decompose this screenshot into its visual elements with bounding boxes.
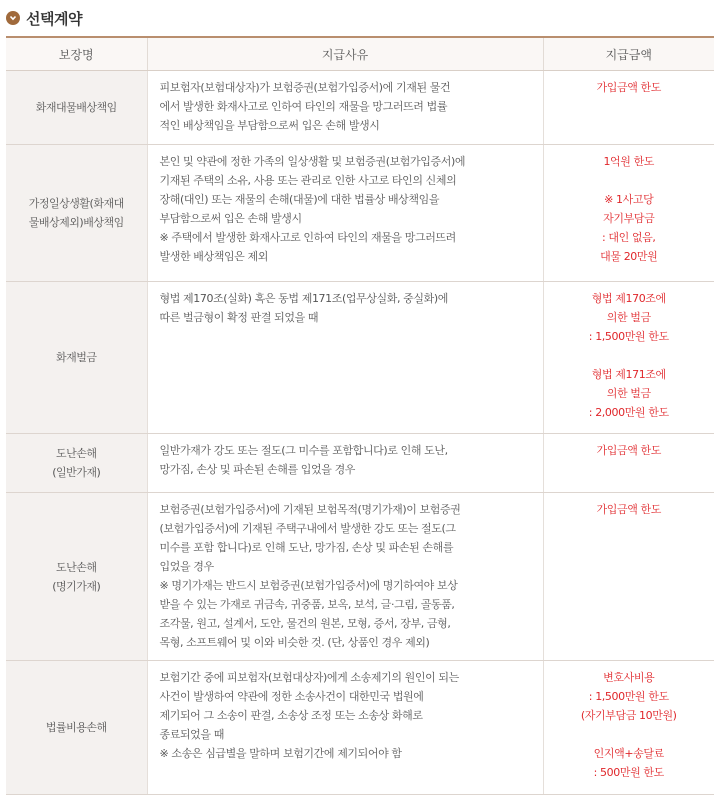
name-text-line: 법률비용손해 (45, 721, 107, 734)
amount-text-line: 변호사비용 (603, 671, 655, 684)
reason-text-line: 장해(대인) 또는 재물의 손해(대물)에 대한 법률상 배상책임을 (159, 193, 440, 206)
table-header-row (6, 37, 714, 71)
amount-text-line: : 1,500만원 한도 (588, 330, 669, 343)
reason-text-line: 부담함으로써 입은 손해 발생시 (159, 212, 302, 225)
reason-text-line: 적인 배상책임을 부담함으로써 입은 손해 발생시 (159, 119, 380, 132)
payment-reason-cell (147, 145, 543, 282)
reason-text-line: ※ 주택에서 발생한 화재사고로 인하여 타인의 재물을 망그러뜨려 (159, 231, 456, 244)
reason-text-line: 발생한 배상책임은 제외 (159, 250, 268, 263)
amount-text-line: 가입금액 한도 (596, 444, 661, 457)
header-payment-reason: 지급사유 (147, 37, 543, 71)
name-text-line: 화재벌금 (55, 351, 97, 364)
payment-amount-cell (543, 71, 714, 145)
name-text-line: 가정일상생활(화재대 (28, 197, 124, 210)
reason-text-line: 사건이 발생하여 약관에 정한 소송사건이 대한민국 법원에 (159, 690, 424, 703)
reason-text-line: 입었을 경우 (159, 560, 214, 573)
name-text-line: 도난손해 (55, 447, 97, 460)
amount-text-line: 가입금액 한도 (596, 503, 661, 516)
coverage-name-cell (6, 661, 147, 795)
amount-text-line: 1억원 한도 (603, 155, 655, 168)
payment-reason-cell (147, 661, 543, 795)
section-title: 선택계약 (26, 9, 82, 28)
table-row (6, 661, 714, 795)
payment-amount-cell (543, 661, 714, 795)
amount-text-line: 형법 제171조에 (591, 368, 666, 381)
payment-amount-cell (543, 493, 714, 661)
amount-text-line: : 1,500만원 한도 (588, 690, 669, 703)
reason-text-line: 따른 벌금형이 확정 판결 되었을 때 (159, 311, 319, 324)
name-text-line: (일반가재) (52, 466, 101, 479)
name-text-line: 물배상제외)배상책임 (28, 216, 124, 229)
amount-text-line: 자기부담금 (603, 212, 655, 225)
payment-reason-cell (147, 434, 543, 493)
reason-text-line: 에서 발생한 화재사고로 인하여 타인의 재물을 망그러뜨려 법률 (159, 100, 448, 113)
reason-text-line: 종료되었을 때 (159, 728, 224, 741)
amount-text-line: 의한 벌금 (606, 311, 651, 324)
name-text-line: 화재대물배상책임 (35, 101, 117, 114)
reason-text-line: 일반가재가 강도 또는 절도(그 미수를 포함합니다)로 인해 도난, (159, 444, 448, 457)
payment-amount-cell (543, 282, 714, 434)
line-spacer (550, 171, 709, 190)
table-row (6, 434, 714, 493)
table-row (6, 71, 714, 145)
amount-text-line: 의한 벌금 (606, 387, 651, 400)
reason-text-line: (보험가입증서)에 기재된 주택구내에서 발생한 강도 또는 절도(그 (159, 522, 456, 535)
line-spacer (550, 346, 709, 365)
reason-text-line: ※ 명기가재는 반드시 보험증권(보험가입증서)에 명기하여야 보상 (159, 579, 458, 592)
reason-text-line: 망가짐, 손상 및 파손된 손해를 입었을 경우 (159, 463, 356, 476)
header-payment-amount: 지급금액 (543, 37, 714, 71)
reason-text-line: 피보험자(보험대상자)가 보험증권(보험가입증서)에 기재된 물건 (159, 81, 451, 94)
amount-text-line: 가입금액 한도 (596, 81, 661, 94)
amount-text-line: 인지액+송달료 (593, 747, 664, 760)
coverage-name-cell (6, 282, 147, 434)
table-row (6, 493, 714, 661)
header-coverage-name: 보장명 (6, 37, 147, 71)
table-body (6, 71, 714, 795)
chevron-circle-icon (6, 11, 20, 25)
coverage-table (6, 36, 714, 795)
reason-text-line: 조각물, 원고, 설계서, 도안, 물건의 원본, 모형, 증서, 장부, 금형, (159, 617, 451, 630)
table-row (6, 282, 714, 434)
amount-text-line: : 대인 없음, (602, 231, 656, 244)
coverage-name-cell (6, 145, 147, 282)
amount-text-line: ※ 1사고당 (604, 193, 654, 206)
coverage-name-cell (6, 71, 147, 145)
name-text-line: (명기가재) (52, 579, 101, 593)
amount-text-line: 대물 20만원 (600, 250, 658, 263)
amount-text-line: : 500만원 한도 (593, 766, 664, 779)
payment-amount-cell (543, 145, 714, 282)
reason-text-line: 보험증권(보험가입증서)에 기재된 보험목적(명기가재)이 보험증권 (159, 503, 461, 516)
reason-text-line: 받을 수 있는 가재로 귀금속, 귀중품, 보옥, 보석, 글·그림, 골동품, (159, 598, 455, 611)
payment-reason-cell (147, 71, 543, 145)
reason-text-line: 보험기간 중에 피보험자(보험대상자)에게 소송제기의 원인이 되는 (159, 671, 459, 684)
payment-reason-cell (147, 493, 543, 661)
reason-text-line: 목형, 소프트웨어 및 이와 비슷한 것. (단, 상품인 경우 제외) (159, 636, 430, 649)
amount-text-line: 형법 제170조에 (591, 292, 666, 305)
reason-text-line: ※ 소송은 심급별을 말하며 보험기간에 제기되어야 함 (159, 747, 402, 760)
coverage-name-cell (6, 493, 147, 661)
table-row (6, 145, 714, 282)
section-header (0, 0, 720, 36)
payment-reason-cell (147, 282, 543, 434)
name-text-line: 도난손해 (55, 560, 97, 574)
reason-text-line: 미수를 포함 합니다)로 인해 도난, 망가짐, 손상 및 파손된 손해를 (159, 541, 454, 554)
reason-text-line: 형법 제170조(실화) 혹은 동법 제171조(업무상실화, 중실화)에 (159, 292, 448, 305)
amount-text-line: : 2,000만원 한도 (588, 406, 669, 419)
reason-text-line: 기재된 주택의 소유, 사용 또는 관리로 인한 사고로 타인의 신체의 (159, 174, 457, 187)
line-spacer (550, 725, 709, 744)
payment-amount-cell (543, 434, 714, 493)
reason-text-line: 본인 및 약관에 정한 가족의 일상생활 및 보험증권(보험가입증서)에 (159, 155, 466, 168)
reason-text-line: 제기되어 그 소송이 판결, 소송상 조정 또는 소송상 화해로 (159, 709, 423, 722)
amount-text-line: (자기부담금 10만원) (580, 709, 677, 722)
coverage-name-cell (6, 434, 147, 493)
